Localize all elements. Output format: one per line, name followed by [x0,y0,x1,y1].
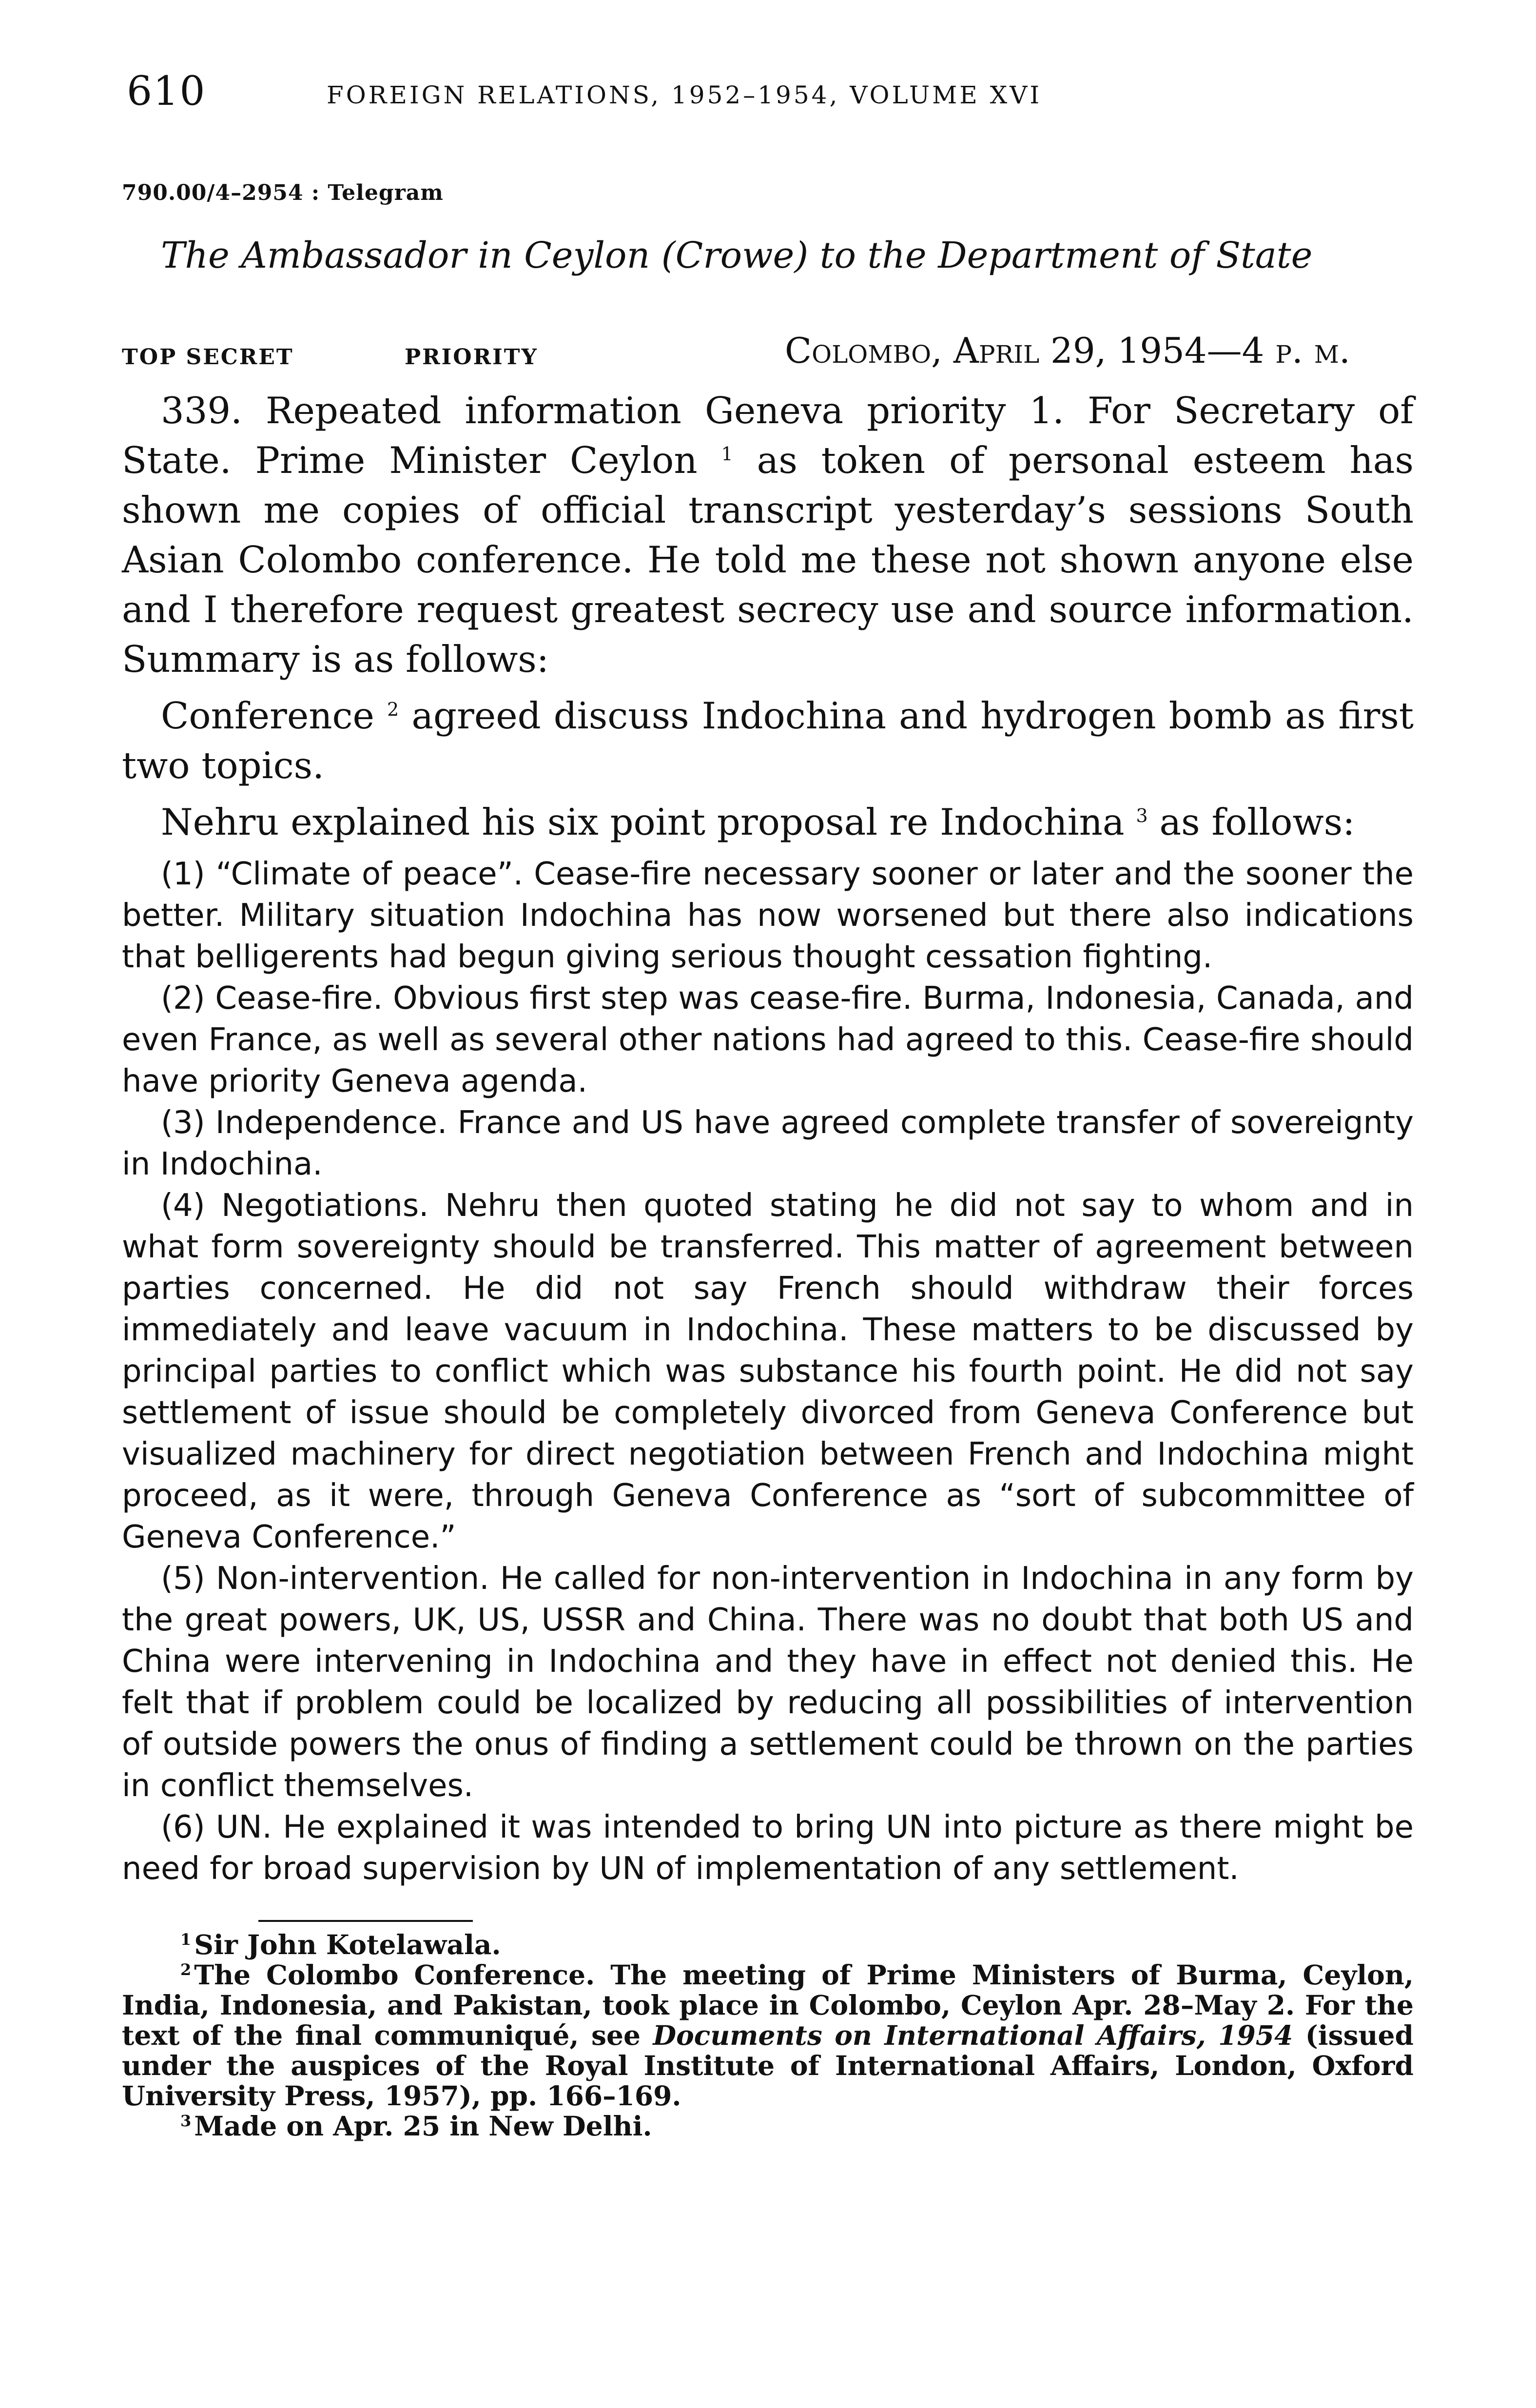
document-page [122,59,1414,2141]
footnote-2-text-b: (issued under the auspices of the Royal Institute of International Affairs, London, Oxford University Press, 1957), pp. 166–169. [122,2019,1414,2112]
footnote-3-mark: 3 [180,2111,192,2130]
footnote-1-text: Sir John Kotelawala. [194,1929,501,1960]
footnote-ref-2: 2 [387,699,399,720]
footnote-2 [122,1960,1414,2111]
running-head [122,59,1414,127]
body-paragraph-1 [122,386,1414,684]
p2-text-b: agreed discuss Indochina and hydrogen bomb as first two topics. [122,694,1414,787]
classification-label: TOP SECRET [122,345,294,370]
footnote-1 [122,1930,1414,1960]
footnote-1-mark: 1 [180,1930,192,1949]
p3-text-b: as follows: [1159,801,1355,843]
footnote-3 [122,2111,1414,2141]
p2-text-a: Conference [161,694,374,737]
dateline: Colombo, April 29, 1954—4 p. m. [785,330,1350,371]
point-1: (1) “Climate of peace”. Cease-fire necessary sooner or later and the sooner the better. Military situation Indochina has now worsened but there also indications that belligerents had begun giving serious thought cessation fighting. [122,856,1414,975]
point-6: (6) UN. He explained it was intended to bring UN into picture as there might be need for broad supervision by UN of implementation of any settlement. [122,1809,1414,1887]
p1-text-a: 339. Repeated information Geneva priority 1. For Secretary of State. Prime Minister Ceylon [122,389,1414,482]
body-paragraph-2 [122,691,1414,790]
classification-line [122,330,1414,379]
body-paragraph-3 [122,797,1414,847]
priority-label: PRIORITY [405,345,538,370]
footnote-2-title: Documents on International Affairs, 1954 [653,2019,1293,2051]
p3-text-a: Nehru explained his six point proposal re Indochina [161,801,1125,843]
point-4: (4) Negotiations. Nehru then quoted stating he did not say to whom and in what form sovereignty should be transferred. This matter of agreement between parties concerned. He did not say French should withdraw their forces immediately and leave vacuum in Indochina. These matters to be discussed by principal parties to conflict which was substance his fourth point. He did not say settlement of issue should be completely divorced from Geneva Conference but visualized machinery for direct negotiation between French and Indochina might proceed, as it were, through Geneva Conference as “sort of subcommittee of Geneva Conference.” [122,1188,1414,1555]
footnotes [122,1930,1414,2141]
footnote-ref-3: 3 [1136,805,1148,826]
footnote-3-text: Made on Apr. 25 in New Delhi. [194,2110,652,2142]
p1-text-b: as token of personal esteem has shown me copies of official transcript yesterday’s sessions South Asian Colombo conference. He told me these not shown anyone else and I therefore request greatest secrecy use and source information. Summary is as follows: [122,439,1414,681]
document-title: The Ambassador in Ceylon (Crowe) to the Department of State [161,235,1313,276]
point-5: (5) Non-intervention. He called for non-intervention in Indochina in any form by the great powers, UK, US, USSR and China. There was no doubt that both US and China were intervening in Indochina and they have in effect not denied this. He felt that if problem could be localized by reducing all possibilities of intervention of outside powers the onus of finding a settlement could be thrown on the parties in conflict themselves. [122,1561,1414,1804]
footnote-divider [258,1920,473,1922]
point-2: (2) Cease-fire. Obvious first step was cease-fire. Burma, Indonesia, Canada, and even France, as well as several other nations had agreed to this. Cease-fire should have priority Geneva agenda. [122,980,1414,1099]
point-3: (3) Independence. France and US have agreed complete transfer of sovereignty in Indochina. [122,1105,1414,1182]
running-title: FOREIGN RELATIONS, 1952–1954, VOLUME XVI [327,81,1042,109]
footnote-2-text-a: The Colombo Conference. The meeting of Prime Ministers of Burma, Ceylon, India, Indonesia, and Pakistan, took place in Colombo, Ceylon Apr. 28–May 2. For the text of the final communiqué, see [122,1959,1414,2051]
page-number: 610 [127,68,206,115]
footnote-2-mark: 2 [180,1960,192,1979]
footnote-ref-1: 1 [721,443,733,465]
document-id: 790.00/4–2954 : Telegram [122,180,444,205]
